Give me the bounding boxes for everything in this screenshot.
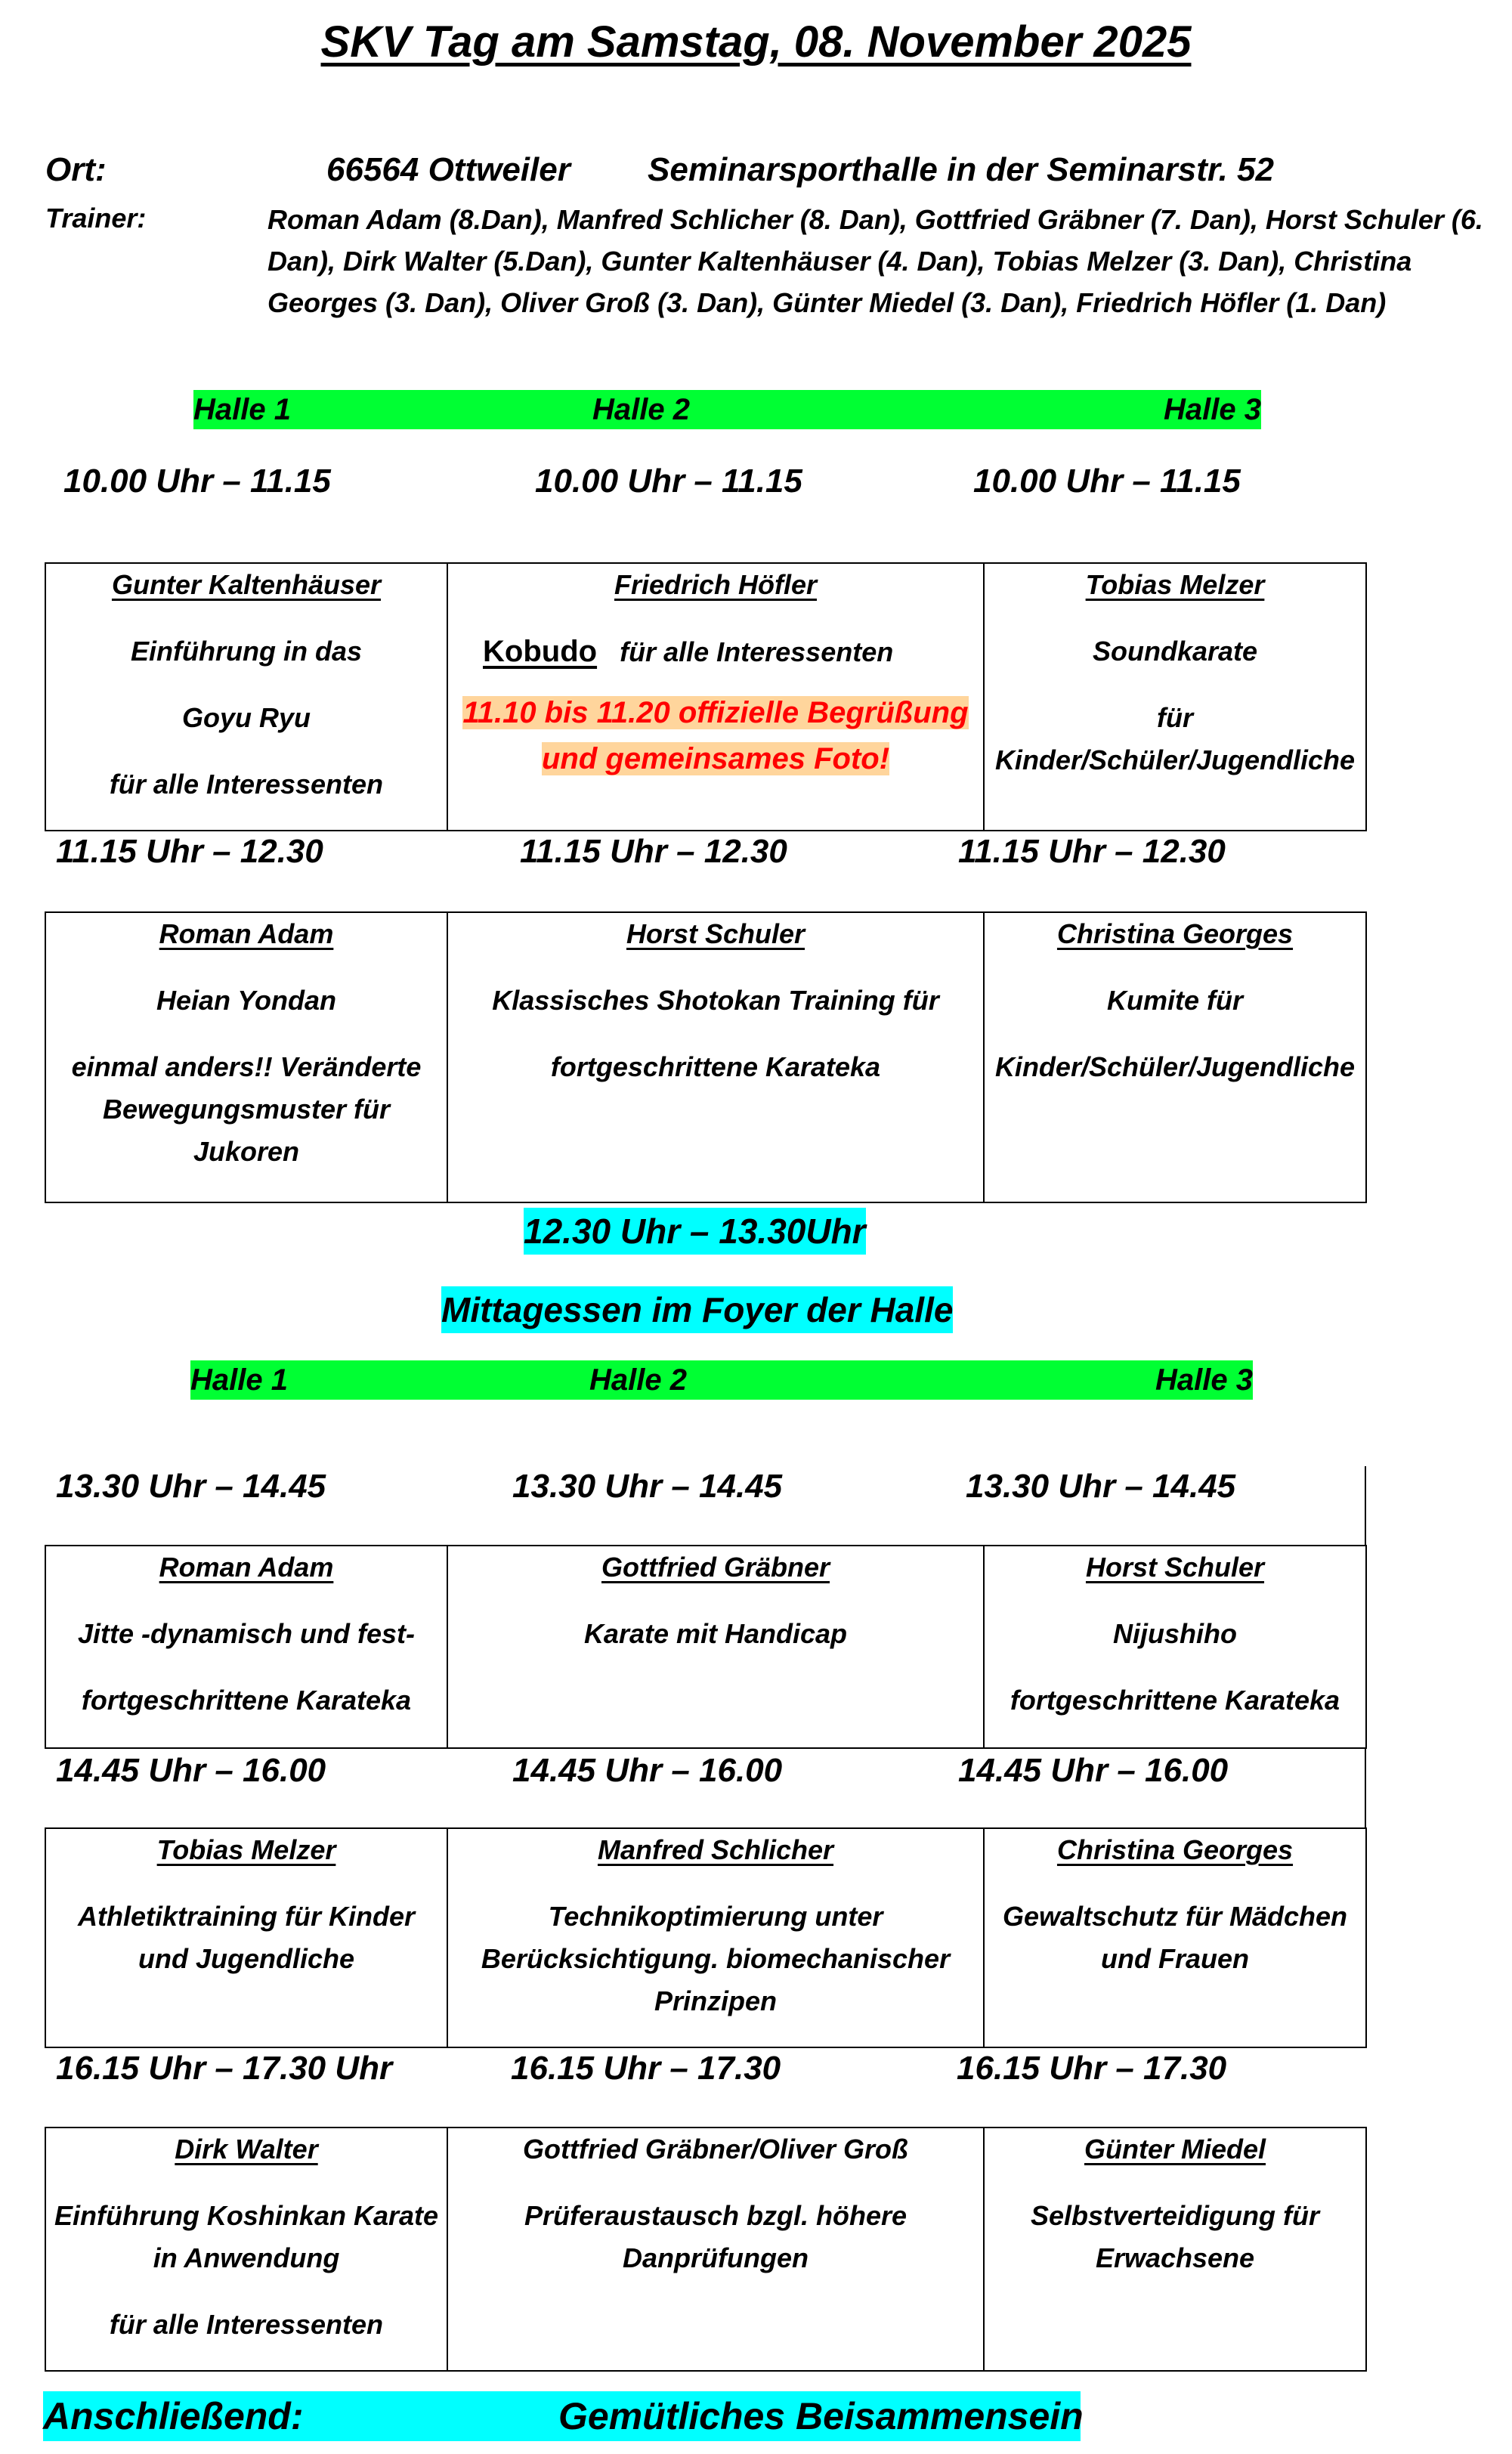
trainer-name: Horst Schuler <box>1085 1552 1265 1583</box>
closing-text: Gemütliches Beisammensein <box>558 2395 1084 2437</box>
greeting-line-1: 11.10 bis 11.20 offizielle Begrüßung <box>462 696 969 729</box>
hall-1-label: Halle 1 <box>193 393 291 426</box>
session-cell <box>45 912 447 1202</box>
session-desc: einmal anders!! Veränderte Bewegungsmuster für Jukoren <box>71 1051 422 1167</box>
session-cell <box>984 2128 1366 2371</box>
slot-time: 13.30 Uhr – 14.45 <box>56 1468 326 1505</box>
slot-time: 10.00 Uhr – 11.15 <box>535 463 802 500</box>
slot-time: 16.15 Uhr – 17.30 <box>511 2050 781 2087</box>
slot-time: 16.15 Uhr – 17.30 Uhr <box>56 2050 393 2087</box>
session-desc: fortgeschrittene Karateka <box>81 1685 412 1716</box>
session-cell <box>984 563 1366 831</box>
slot-time: 13.30 Uhr – 14.45 <box>966 1468 1236 1505</box>
session-cell <box>447 912 984 1202</box>
trainer-name: Günter Miedel <box>1084 2134 1266 2165</box>
session-desc: Gewaltschutz für Mädchen und Frauen <box>1002 1901 1348 1974</box>
session-cell <box>984 1546 1366 1748</box>
session-desc: Klassisches Shotokan Training für <box>492 985 939 1016</box>
session-desc: fortgeschrittene Karateka <box>550 1051 881 1082</box>
session-desc: Einführung Koshinkan Karate in Anwendung <box>54 2200 439 2273</box>
trainer-name: Friedrich Höfler <box>614 569 818 600</box>
hall-3-label: Halle 3 <box>1164 393 1261 426</box>
session-desc: für alle Interessenten <box>620 636 894 667</box>
session-desc: Soundkarate <box>1092 636 1258 667</box>
slot-time: 13.30 Uhr – 14.45 <box>512 1468 783 1505</box>
session-cell <box>447 1546 984 1748</box>
greeting-line-2: und gemeinsames Foto! <box>541 742 890 775</box>
schedule-block-1 <box>45 562 1367 831</box>
trainer-name: Gottfried Gräbner/Oliver Groß <box>522 2134 909 2165</box>
session-desc: Kinder/Schüler/Jugendliche <box>994 744 1356 775</box>
trainer-list: Roman Adam (8.Dan), Manfred Schlicher (8. Dan), Gottfried Gräbner (7. Dan), Horst Schuler (6. Dan), Dirk Walter (5.Dan), Gunter Kaltenhäuser (4. Dan), Tobias Melzer (3. Dan), Christina Georges (3. Dan), Oliver Groß (3. Dan), Günter Miedel (3. Dan), Friedrich Höfler (1. Dan) <box>267 204 1483 318</box>
trainer-name: Gunter Kaltenhäuser <box>111 569 382 600</box>
lunch-time: 12.30 Uhr – 13.30Uhr <box>524 1208 866 1255</box>
session-desc: Heian Yondan <box>156 985 337 1016</box>
schedule-block-2 <box>45 911 1367 1203</box>
ort-venue: Seminarsporthalle in der Seminarstr. 52 <box>648 151 1274 188</box>
table-border <box>1365 1747 1366 1829</box>
trainer-name: Gottfried Gräbner <box>601 1552 830 1583</box>
session-desc: für <box>1157 702 1193 733</box>
session-desc-line <box>453 630 979 673</box>
session-cell <box>45 2128 447 2371</box>
session-desc: Technikoptimierung unter Berücksichtigung. biomechanischer Prinzipen <box>481 1901 951 2016</box>
hall-3-label: Halle 3 <box>1155 1363 1253 1397</box>
session-cell <box>45 1828 447 2047</box>
session-desc: Kinder/Schüler/Jugendliche <box>994 1051 1356 1082</box>
slot-time: 10.00 Uhr – 11.15 <box>973 463 1241 500</box>
session-cell <box>447 2128 984 2371</box>
session-desc: Einführung in das <box>131 636 362 667</box>
session-cell <box>447 1828 984 2047</box>
hall-bar-afternoon <box>190 1360 1253 1400</box>
trainer-name: Christina Georges <box>1056 918 1294 949</box>
session-desc: Jitte -dynamisch und fest- <box>77 1618 416 1649</box>
slot-time: 14.45 Uhr – 16.00 <box>512 1752 783 1789</box>
slot-time: 14.45 Uhr – 16.00 <box>958 1752 1229 1789</box>
slot-time: 11.15 Uhr – 12.30 <box>56 833 323 870</box>
session-cell <box>984 912 1366 1202</box>
hall-2-label: Halle 2 <box>589 1363 687 1397</box>
schedule-block-5 <box>45 2127 1367 2372</box>
session-desc: fortgeschrittene Karateka <box>1010 1685 1340 1716</box>
hall-bar-morning <box>193 390 1261 429</box>
slot-time: 11.15 Uhr – 12.30 <box>958 833 1226 870</box>
slot-time: 16.15 Uhr – 17.30 <box>957 2050 1227 2087</box>
page-title: SKV Tag am Samstag, 08. November 2025 <box>320 17 1192 67</box>
hall-1-label: Halle 1 <box>190 1363 288 1397</box>
trainer-name: Manfred Schlicher <box>597 1834 834 1865</box>
session-desc: für alle Interessenten <box>109 2309 384 2340</box>
trainer-label: Trainer: <box>45 203 147 234</box>
lunch-text: Mittagessen im Foyer der Halle <box>441 1286 953 1333</box>
ort-city: 66564 Ottweiler <box>326 151 570 188</box>
session-desc: Athletiktraining für Kinder und Jugendliche <box>77 1901 415 1974</box>
trainer-name: Christina Georges <box>1056 1834 1294 1865</box>
trainer-name: Tobias Melzer <box>156 1834 336 1865</box>
trainer-name: Horst Schuler <box>626 918 805 949</box>
trainer-name: Roman Adam <box>159 918 334 949</box>
session-desc: Kumite für <box>1107 985 1243 1016</box>
session-desc: Nijushiho <box>1113 1618 1237 1649</box>
session-cell <box>45 563 447 831</box>
trainer-name: Tobias Melzer <box>1085 569 1265 600</box>
schedule-block-3 <box>45 1545 1367 1749</box>
kobudo-label: Kobudo <box>483 635 598 668</box>
table-border <box>1365 1466 1366 1545</box>
greeting-notice <box>453 690 979 782</box>
session-desc: Selbstverteidigung für Erwachsene <box>1030 2200 1320 2273</box>
session-desc: Goyu Ryu <box>181 702 311 733</box>
slot-time: 14.45 Uhr – 16.00 <box>56 1752 326 1789</box>
slot-time: 11.15 Uhr – 12.30 <box>520 833 787 870</box>
ort-label: Ort: <box>45 151 107 188</box>
schedule-block-4 <box>45 1827 1367 2048</box>
session-cell <box>984 1828 1366 2047</box>
session-cell <box>447 563 984 831</box>
closing-label: Anschließend: <box>43 2395 304 2437</box>
session-desc: Prüferaustausch bzgl. höhere Danprüfungen <box>524 2200 908 2273</box>
slot-time: 10.00 Uhr – 11.15 <box>63 463 331 500</box>
closing-bar <box>43 2391 1084 2441</box>
session-desc: Karate mit Handicap <box>583 1618 848 1649</box>
session-cell <box>45 1546 447 1748</box>
trainer-name: Dirk Walter <box>175 2134 318 2165</box>
session-desc: für alle Interessenten <box>109 769 384 800</box>
trainer-name: Roman Adam <box>159 1552 334 1583</box>
hall-2-label: Halle 2 <box>592 393 690 426</box>
